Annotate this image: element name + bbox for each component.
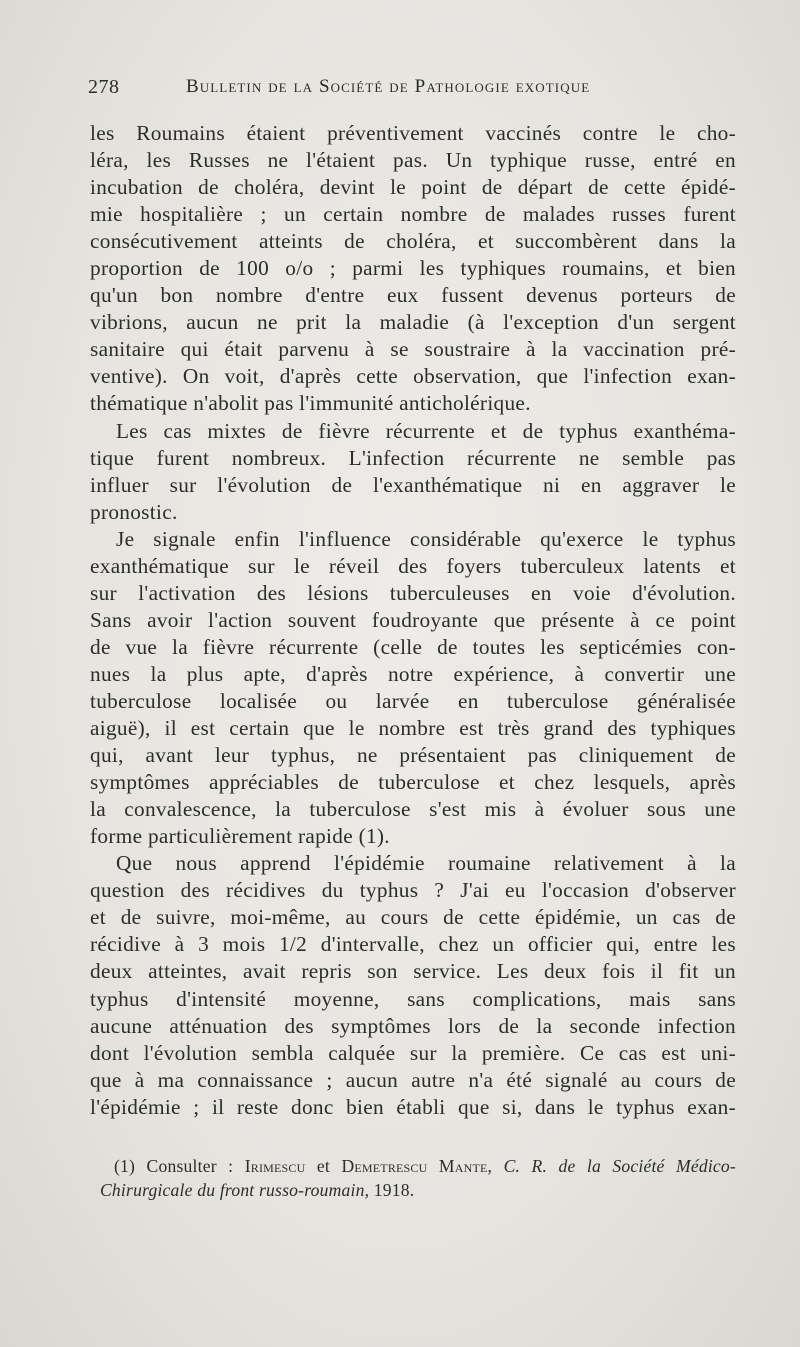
footnote-line	[100, 1154, 736, 1178]
text-line: sur l'activation des lésions tuberculeuses en voie d'évolution.	[90, 580, 736, 605]
text-line: récidive à 3 mois 1/2 d'intervalle, chez un officier qui, entre les	[90, 932, 736, 957]
footnote-line	[100, 1178, 736, 1202]
text-line: la convalescence, la tuberculose s'est mis à évoluer sous une	[90, 797, 736, 822]
text-line: Je signale enfin l'influence considérable qu'exerce le typhus	[116, 526, 736, 551]
text-line: dont l'évolution sembla calquée sur la première. Ce cas est uni-	[90, 1040, 736, 1065]
footnote-consulter: Consulter :	[146, 1156, 234, 1176]
paragraph	[90, 418, 736, 526]
text-line: sanitaire qui était parvenu à se soustraire à la vaccination pré-	[90, 337, 736, 362]
text-line: ventive). On voit, d'après cette observation, que l'infection exan-	[90, 364, 736, 389]
text-line: vibrions, aucun ne prit la maladie (à l'exception d'un sergent	[90, 310, 736, 335]
text-line: nues la plus apte, d'après notre expérience, à convertir une	[90, 661, 736, 686]
text-line: l'épidémie ; il reste donc bien établi que si, dans le typhus exan-	[90, 1094, 736, 1119]
text-line: thématique n'abolit pas l'immunité anticholérique.	[90, 391, 531, 416]
footnote-source-continued: Chirurgicale du front russo-roumain,	[100, 1180, 370, 1200]
text-line: proportion de 100 o/o ; parmi les typhiques roumains, et bien	[90, 256, 736, 281]
footnote-source: C. R. de la Société Médico-	[503, 1156, 736, 1176]
text-line: deux atteintes, avait repris son service. Les deux fois il fit un	[90, 959, 736, 984]
text-line: aiguë), il est certain que le nombre est très grand des typhiques	[90, 716, 736, 741]
text-line: question des récidives du typhus ? J'ai eu l'occasion d'observer	[90, 878, 736, 903]
text-line: pronostic.	[90, 499, 178, 524]
text-line: tuberculose localisée ou larvée en tuberculose généralisée	[90, 688, 736, 713]
text-line: mie hospitalière ; un certain nombre de malades russes furent	[90, 202, 736, 227]
text-line: consécutivement atteints de choléra, et succombèrent dans la	[90, 229, 736, 254]
footnote	[100, 1154, 736, 1202]
text-line: que à ma connaissance ; aucun autre n'a été signalé au cours de	[90, 1067, 736, 1092]
text-line: et de suivre, moi-même, au cours de cette épidémie, un cas de	[90, 905, 736, 930]
footnote-author: Irimescu	[244, 1156, 306, 1176]
text-line: exanthématique sur le réveil des foyers tuberculeux latents et	[90, 553, 736, 578]
text-line: Sans avoir l'action souvent foudroyante que présente à ce point	[90, 607, 736, 632]
running-head: Bulletin de la Société de Pathologie exotique	[186, 76, 591, 97]
text-line: incubation de choléra, devint le point de départ de cette épidé-	[90, 175, 736, 200]
page-header	[88, 76, 658, 106]
text-line: tique furent nombreux. L'infection récurrente ne semble pas	[90, 445, 736, 470]
text-line: aucune atténuation des symptômes lors de la seconde infection	[90, 1013, 736, 1038]
text-line: qui, avant leur typhus, ne présentaient pas cliniquement de	[90, 743, 736, 768]
body-text	[90, 120, 736, 1121]
text-line: de vue la fièvre récurrente (celle de toutes les septicémies con-	[90, 634, 736, 659]
paragraph	[90, 850, 736, 1120]
paragraph	[90, 526, 736, 851]
paragraph	[90, 120, 736, 418]
footnote-marker: (1)	[114, 1156, 136, 1176]
footnote-conjunction: et	[316, 1156, 331, 1176]
footnote-year: 1918.	[373, 1180, 415, 1200]
footnote-author: Demetrescu Mante,	[341, 1156, 493, 1176]
text-line: forme particulièrement rapide (1).	[90, 824, 390, 849]
text-line: influer sur l'évolution de l'exanthématique ni en aggraver le	[90, 472, 736, 497]
text-line: Les cas mixtes de fièvre récurrente et de typhus exanthéma-	[116, 418, 736, 443]
page-number: 278	[88, 76, 120, 98]
text-line: symptômes appréciables de tuberculose et chez lesquels, après	[90, 770, 736, 795]
text-line: typhus d'intensité moyenne, sans complications, mais sans	[90, 986, 736, 1011]
text-line: Que nous apprend l'épidémie roumaine relativement à la	[116, 851, 736, 876]
text-line: léra, les Russes ne l'étaient pas. Un typhique russe, entré en	[90, 148, 736, 173]
text-line: qu'un bon nombre d'entre eux fussent devenus porteurs de	[90, 283, 736, 308]
text-line: les Roumains étaient préventivement vaccinés contre le cho-	[90, 121, 736, 145]
